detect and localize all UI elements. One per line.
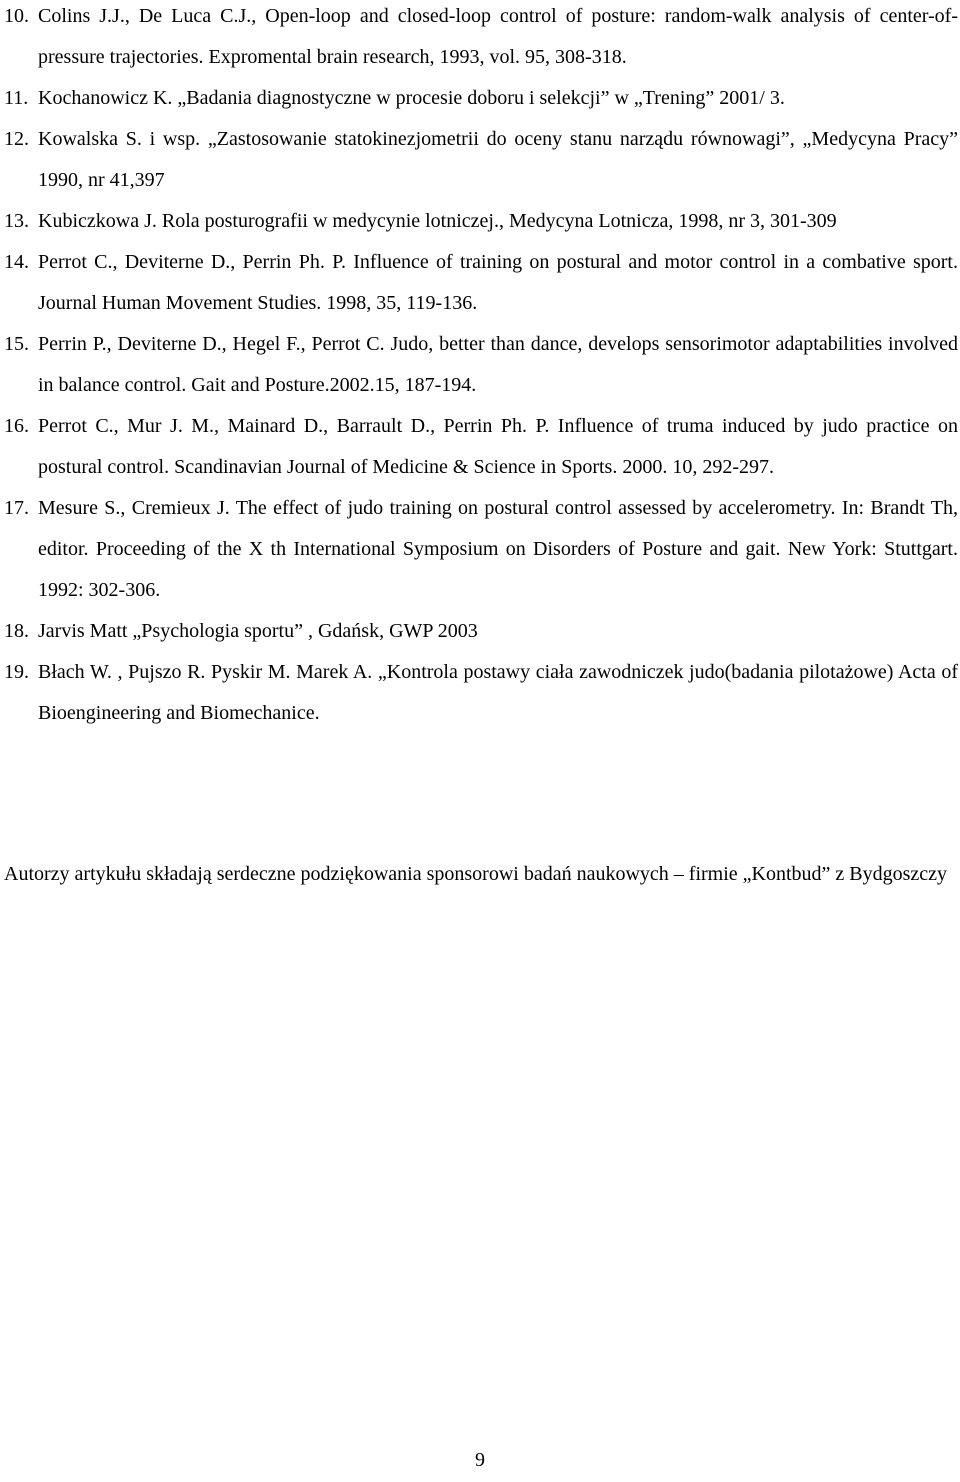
reference-number: 16. [4,415,29,437]
reference-text: Jarvis Matt „Psychologia sportu” , Gdańsk, GWP 2003 [38,620,478,642]
reference-text: Perrot C., Mur J. M., Mainard D., Barrault D., Perrin Ph. P. Influence of truma induced by judo practice on postural control. Scandinavian Journal of Medicine & Science in Sports. 2000. 10, 292-297. [38,415,958,478]
reference-number: 18. [4,620,29,642]
reference-number: 13. [4,210,29,232]
reference-text: Kochanowicz K. „Badania diagnostyczne w procesie doboru i selekcji” w „Trening” 2001/ 3. [38,87,785,109]
reference-item [4,78,958,119]
reference-item [4,201,958,242]
reference-text: Kubiczkowa J. Rola posturografii w medycynie lotniczej., Medycyna Lotnicza, 1998, nr 3, 301-309 [38,210,837,232]
reference-text: Mesure S., Cremieux J. The effect of judo training on postural control assessed by accelerometry. In: Brandt Th, editor. Proceeding of the X th International Symposium on Disorders of Posture and gait. New York: Stuttgart. 1992: 302-306. [38,497,958,601]
reference-text: Perrot C., Deviterne D., Perrin Ph. P. Influence of training on postural and motor control in a combative sport. Journal Human Movement Studies. 1998, 35, 119-136. [38,251,958,314]
reference-item [4,0,958,78]
reference-number: 10. [4,5,29,27]
reference-item [4,119,958,201]
reference-text: Kowalska S. i wsp. „Zastosowanie statokinezjometrii do oceny stanu narządu równowagi”, „Medycyna Pracy” 1990, nr 41,397 [38,128,958,191]
reference-item [4,611,958,652]
reference-number: 19. [4,661,29,683]
reference-item [4,406,958,488]
reference-item [4,324,958,406]
reference-number: 17. [4,497,29,519]
reference-text: Perrin P., Deviterne D., Hegel F., Perrot C. Judo, better than dance, develops sensorimotor adaptabilities involved in balance control. Gait and Posture.2002.15, 187-194. [38,333,958,396]
page-number: 9 [475,1449,485,1471]
reference-list [4,0,958,734]
reference-number: 12. [4,128,29,150]
reference-item [4,242,958,324]
reference-item [4,488,958,611]
reference-number: 14. [4,251,29,273]
reference-item [4,652,958,734]
reference-number: 15. [4,333,29,355]
reference-text: Błach W. , Pujszo R. Pyskir M. Marek A. „Kontrola postawy ciała zawodniczek judo(badania pilotażowe) Acta of Bioengineering and Biomechanice. [38,661,958,724]
reference-number: 11. [4,87,29,109]
reference-text: Colins J.J., De Luca C.J., Open-loop and closed-loop control of posture: random-walk analysis of center-of-pressure trajectories. Expromental brain research, 1993, vol. 95, 308-318. [38,5,958,68]
acknowledgement-paragraph: Autorzy artykułu składają serdeczne podziękowania sponsorowi badań naukowych – firmie „Kontbud” z Bydgoszczy [4,863,948,885]
